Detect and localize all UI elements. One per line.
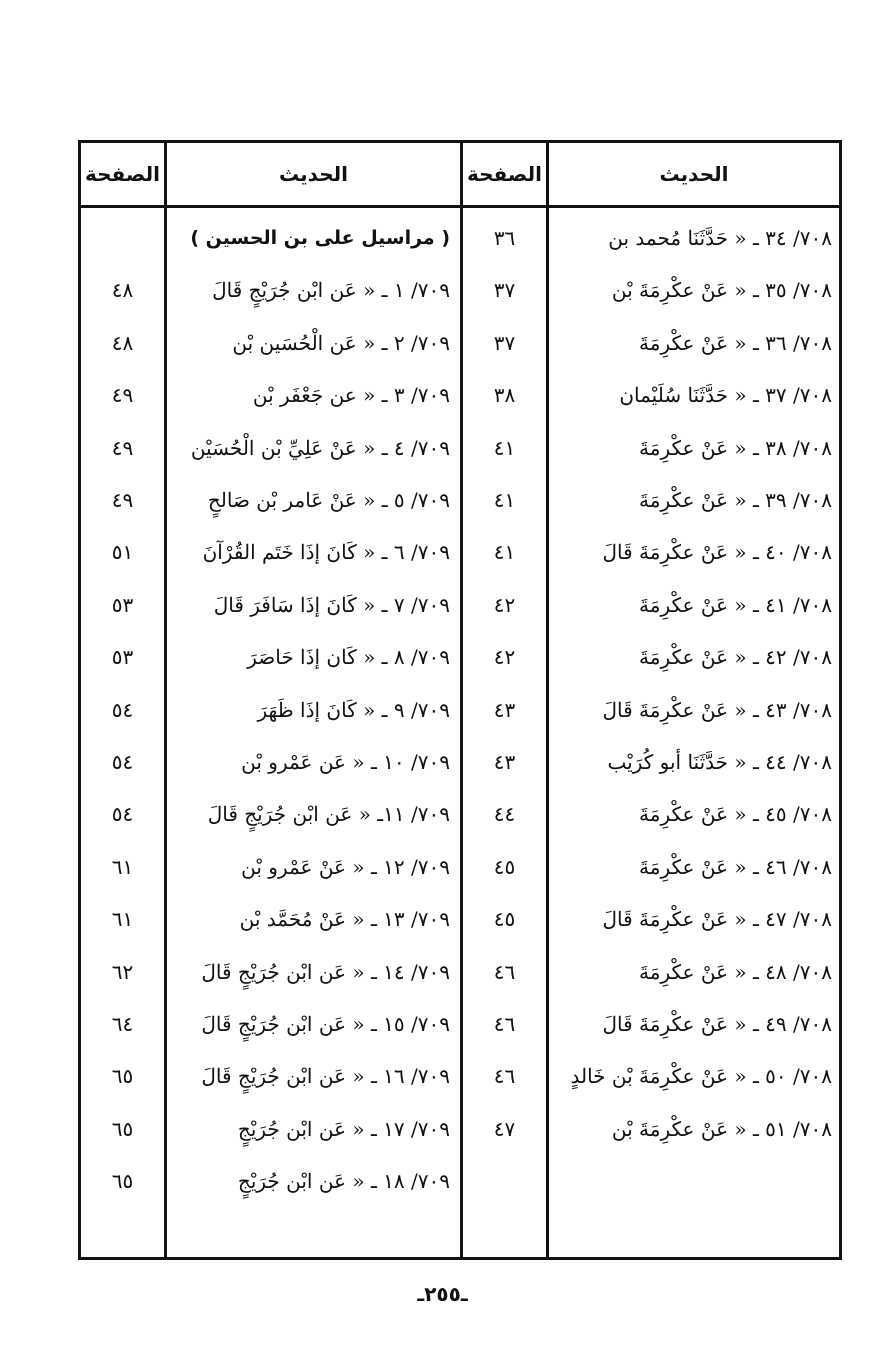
page-number-cell: ٥٣ xyxy=(111,593,134,617)
page-number-cell: ٤٤ xyxy=(493,802,516,826)
hadith-entry: ٧٠٩/ ٩ ـ « كَانَ إذَا ظَهَرَ xyxy=(257,698,450,722)
page-number-cell: ٤٢ xyxy=(493,593,516,617)
page-number-cell: ٦٥ xyxy=(111,1169,134,1193)
hadith-entry: ٧٠٩/ ٦ ـ « كَانَ إذَا خَتَم القُرْآنَ xyxy=(202,540,450,564)
page-number: ـ٢٥٥ـ xyxy=(417,1282,468,1306)
hadith-entry: ٧٠٨/ ٤١ ـ « عَنْ عكْرِمَةَ xyxy=(639,593,832,617)
page-number-cell: ٦١ xyxy=(111,855,134,879)
section-heading: ( مراسيل على بن الحسين ) xyxy=(190,227,450,249)
page-number-cell: ٦٤ xyxy=(111,1012,134,1036)
hadith-entry: ٧٠٨/ ٣٥ ـ « عَنْ عكْرِمَةَ بْن xyxy=(611,278,832,302)
hadith-entry: ٧٠٨/ ٤٦ ـ « عَنْ عكْرِمَةَ xyxy=(639,855,832,879)
page-number-cell: ٤١ xyxy=(493,436,516,460)
hadith-entry: ٧٠٩/ ١٤ ـ « عَن ابْن جُرَيْجٍ قَالَ xyxy=(201,960,450,984)
hadith-entry: ٧٠٨/ ٣٦ ـ « عَنْ عكْرِمَةَ xyxy=(639,331,832,355)
hadith-entry: ٧٠٨/ ٤٧ ـ « عَنْ عكْرِمَةَ قَالَ xyxy=(602,907,832,931)
page-number-cell: ٤٨ xyxy=(111,278,134,302)
page-number-cell: ٦٥ xyxy=(111,1064,134,1088)
page-number-cell: ٦٢ xyxy=(111,960,134,984)
page-number-cell: ٤١ xyxy=(493,488,516,512)
hadith-entry: ٧٠٩/ ٣ ـ « عن جَعْفَر بْن xyxy=(252,383,450,407)
page-number-cell: ٤٦ xyxy=(493,960,516,984)
hadith-entry: ٧٠٨/ ٣٩ ـ « عَنْ عكْرِمَةَ xyxy=(639,488,832,512)
hadith-entry: ٧٠٩/ ١٥ ـ « عَن ابْن جُرَيْجٍ قَالَ xyxy=(201,1012,450,1036)
page-number-cell: ٤٣ xyxy=(493,750,516,774)
header-right-hadith: الحديث xyxy=(659,162,729,186)
page-number-cell: ٤٣ xyxy=(493,698,516,722)
hadith-entry: ٧٠٩/ ١٢ ـ « عَنْ عَمْرو بْن xyxy=(241,855,450,879)
hadith-entry: ٧٠٨/ ٣٨ ـ « عَنْ عكْرِمَةَ xyxy=(639,436,832,460)
page-number-cell: ٤٦ xyxy=(493,1012,516,1036)
hadith-entry: ٧٠٩/ ٧ ـ « كَانَ إذَا سَافَرَ قَالَ xyxy=(213,593,450,617)
hadith-entry: ٧٠٨/ ٤٣ ـ « عَنْ عكْرِمَةَ قَالَ xyxy=(602,698,832,722)
page-number-cell: ٥٤ xyxy=(111,802,134,826)
page-number-cell: ٤٥ xyxy=(493,907,516,931)
page-number-cell: ٥٤ xyxy=(111,698,134,722)
page-number-cell: ٤٩ xyxy=(111,436,134,460)
header-left-page: الصفحة xyxy=(84,162,160,186)
header-left-hadith: الحديث xyxy=(278,162,348,186)
page-number-cell: ٥٣ xyxy=(111,645,134,669)
page-number-cell: ٤٥ xyxy=(493,855,516,879)
header-divider xyxy=(78,205,842,208)
hadith-entry: ٧٠٩/ ١٠ ـ « عَن عَمْرو بْن xyxy=(241,750,450,774)
page-number-cell: ٥٤ xyxy=(111,750,134,774)
hadith-entry: ٧٠٩/ ١٨ ـ « عَن ابْن جُرَيْجٍ xyxy=(237,1169,450,1193)
page-number-cell: ٣٦ xyxy=(493,226,516,250)
hadith-entry: ٧٠٩/ ٨ ـ « كَان إذَا حَاصَرَ xyxy=(247,645,450,669)
hadith-entry: ٧٠٩/ ١ ـ « عَن ابْن جُرَيْجٍ قَالَ xyxy=(212,278,450,302)
hadith-entry: ٧٠٨/ ٤٢ ـ « عَنْ عكْرِمَةَ xyxy=(639,645,832,669)
page-number-cell: ٤١ xyxy=(493,540,516,564)
hadith-entry: ٧٠٨/ ٣٤ ـ « حَدَّثَنَا مُحمد بن xyxy=(608,226,832,250)
hadith-entry: ٧٠٨/ ٤٨ ـ « عَنْ عكْرِمَةَ xyxy=(639,960,832,984)
hadith-entry: ٧٠٩/ ١٦ ـ « عَن ابْن جُرَيْجٍ قَالَ xyxy=(201,1064,450,1088)
hadith-entry: ٧٠٨/ ٤٤ ـ « حَدَّثَنَا أبو كُرَيْب xyxy=(607,750,832,774)
hadith-entry: ٧٠٨/ ٣٧ ـ « حَدَّثَنَا سُلَيْمان xyxy=(619,383,832,407)
hadith-entry: ٧٠٩/ ٥ ـ « عَنْ عَامر بْن صَالحٍ xyxy=(207,488,450,512)
column-divider xyxy=(164,140,167,1260)
page-number-cell: ٦٥ xyxy=(111,1117,134,1141)
hadith-entry: ٧٠٨/ ٤٩ ـ « عَنْ عكْرِمَةَ قَالَ xyxy=(602,1012,832,1036)
page-number-cell: ٤٨ xyxy=(111,331,134,355)
hadith-entry: ٧٠٨/ ٥١ ـ « عَنْ عكْرِمَةَ بْن xyxy=(611,1117,832,1141)
hadith-entry: ٧٠٨/ ٤٥ ـ « عَنْ عكْرِمَةَ xyxy=(639,802,832,826)
column-divider xyxy=(546,140,549,1260)
hadith-entry: ٧٠٨/ ٤٠ ـ « عَنْ عكْرِمَةَ قَالَ xyxy=(602,540,832,564)
page-number-cell: ٤٦ xyxy=(493,1064,516,1088)
page-number-cell: ٤٢ xyxy=(493,645,516,669)
page-number-cell: ٤٩ xyxy=(111,383,134,407)
page-number-cell: ٦١ xyxy=(111,907,134,931)
page-number-cell: ٣٨ xyxy=(493,383,516,407)
page-number-cell: ٤٩ xyxy=(111,488,134,512)
page-number-cell xyxy=(81,212,164,264)
hadith-entry: ٧٠٩/ ١١ـ « عَن ابْن جُرَيْجٍ قَالَ xyxy=(207,802,450,826)
page-number-cell: ٥١ xyxy=(111,540,134,564)
hadith-entry: ٧٠٩/ ١٣ ـ « عَنْ مُحَمَّد بْن xyxy=(239,907,450,931)
page-number-cell: ٤٧ xyxy=(493,1117,516,1141)
hadith-entry: ٧٠٩/ ٤ ـ « عَنْ عَلِيِّ بْن الْحُسَيْن xyxy=(190,436,450,460)
page-number-cell: ٣٧ xyxy=(493,331,516,355)
header-right-page: الصفحة xyxy=(466,162,542,186)
hadith-entry: ٧٠٨/ ٥٠ ـ « عَنْ عكْرِمَةَ بْن خَالدٍ xyxy=(570,1064,832,1088)
hadith-entry: ٧٠٩/ ١٧ ـ « عَن ابْن جُرَيْجٍ xyxy=(237,1117,450,1141)
hadith-entry: ٧٠٩/ ٢ ـ « عَن الْحُسَين بْن xyxy=(232,331,450,355)
page-number-cell: ٣٧ xyxy=(493,278,516,302)
